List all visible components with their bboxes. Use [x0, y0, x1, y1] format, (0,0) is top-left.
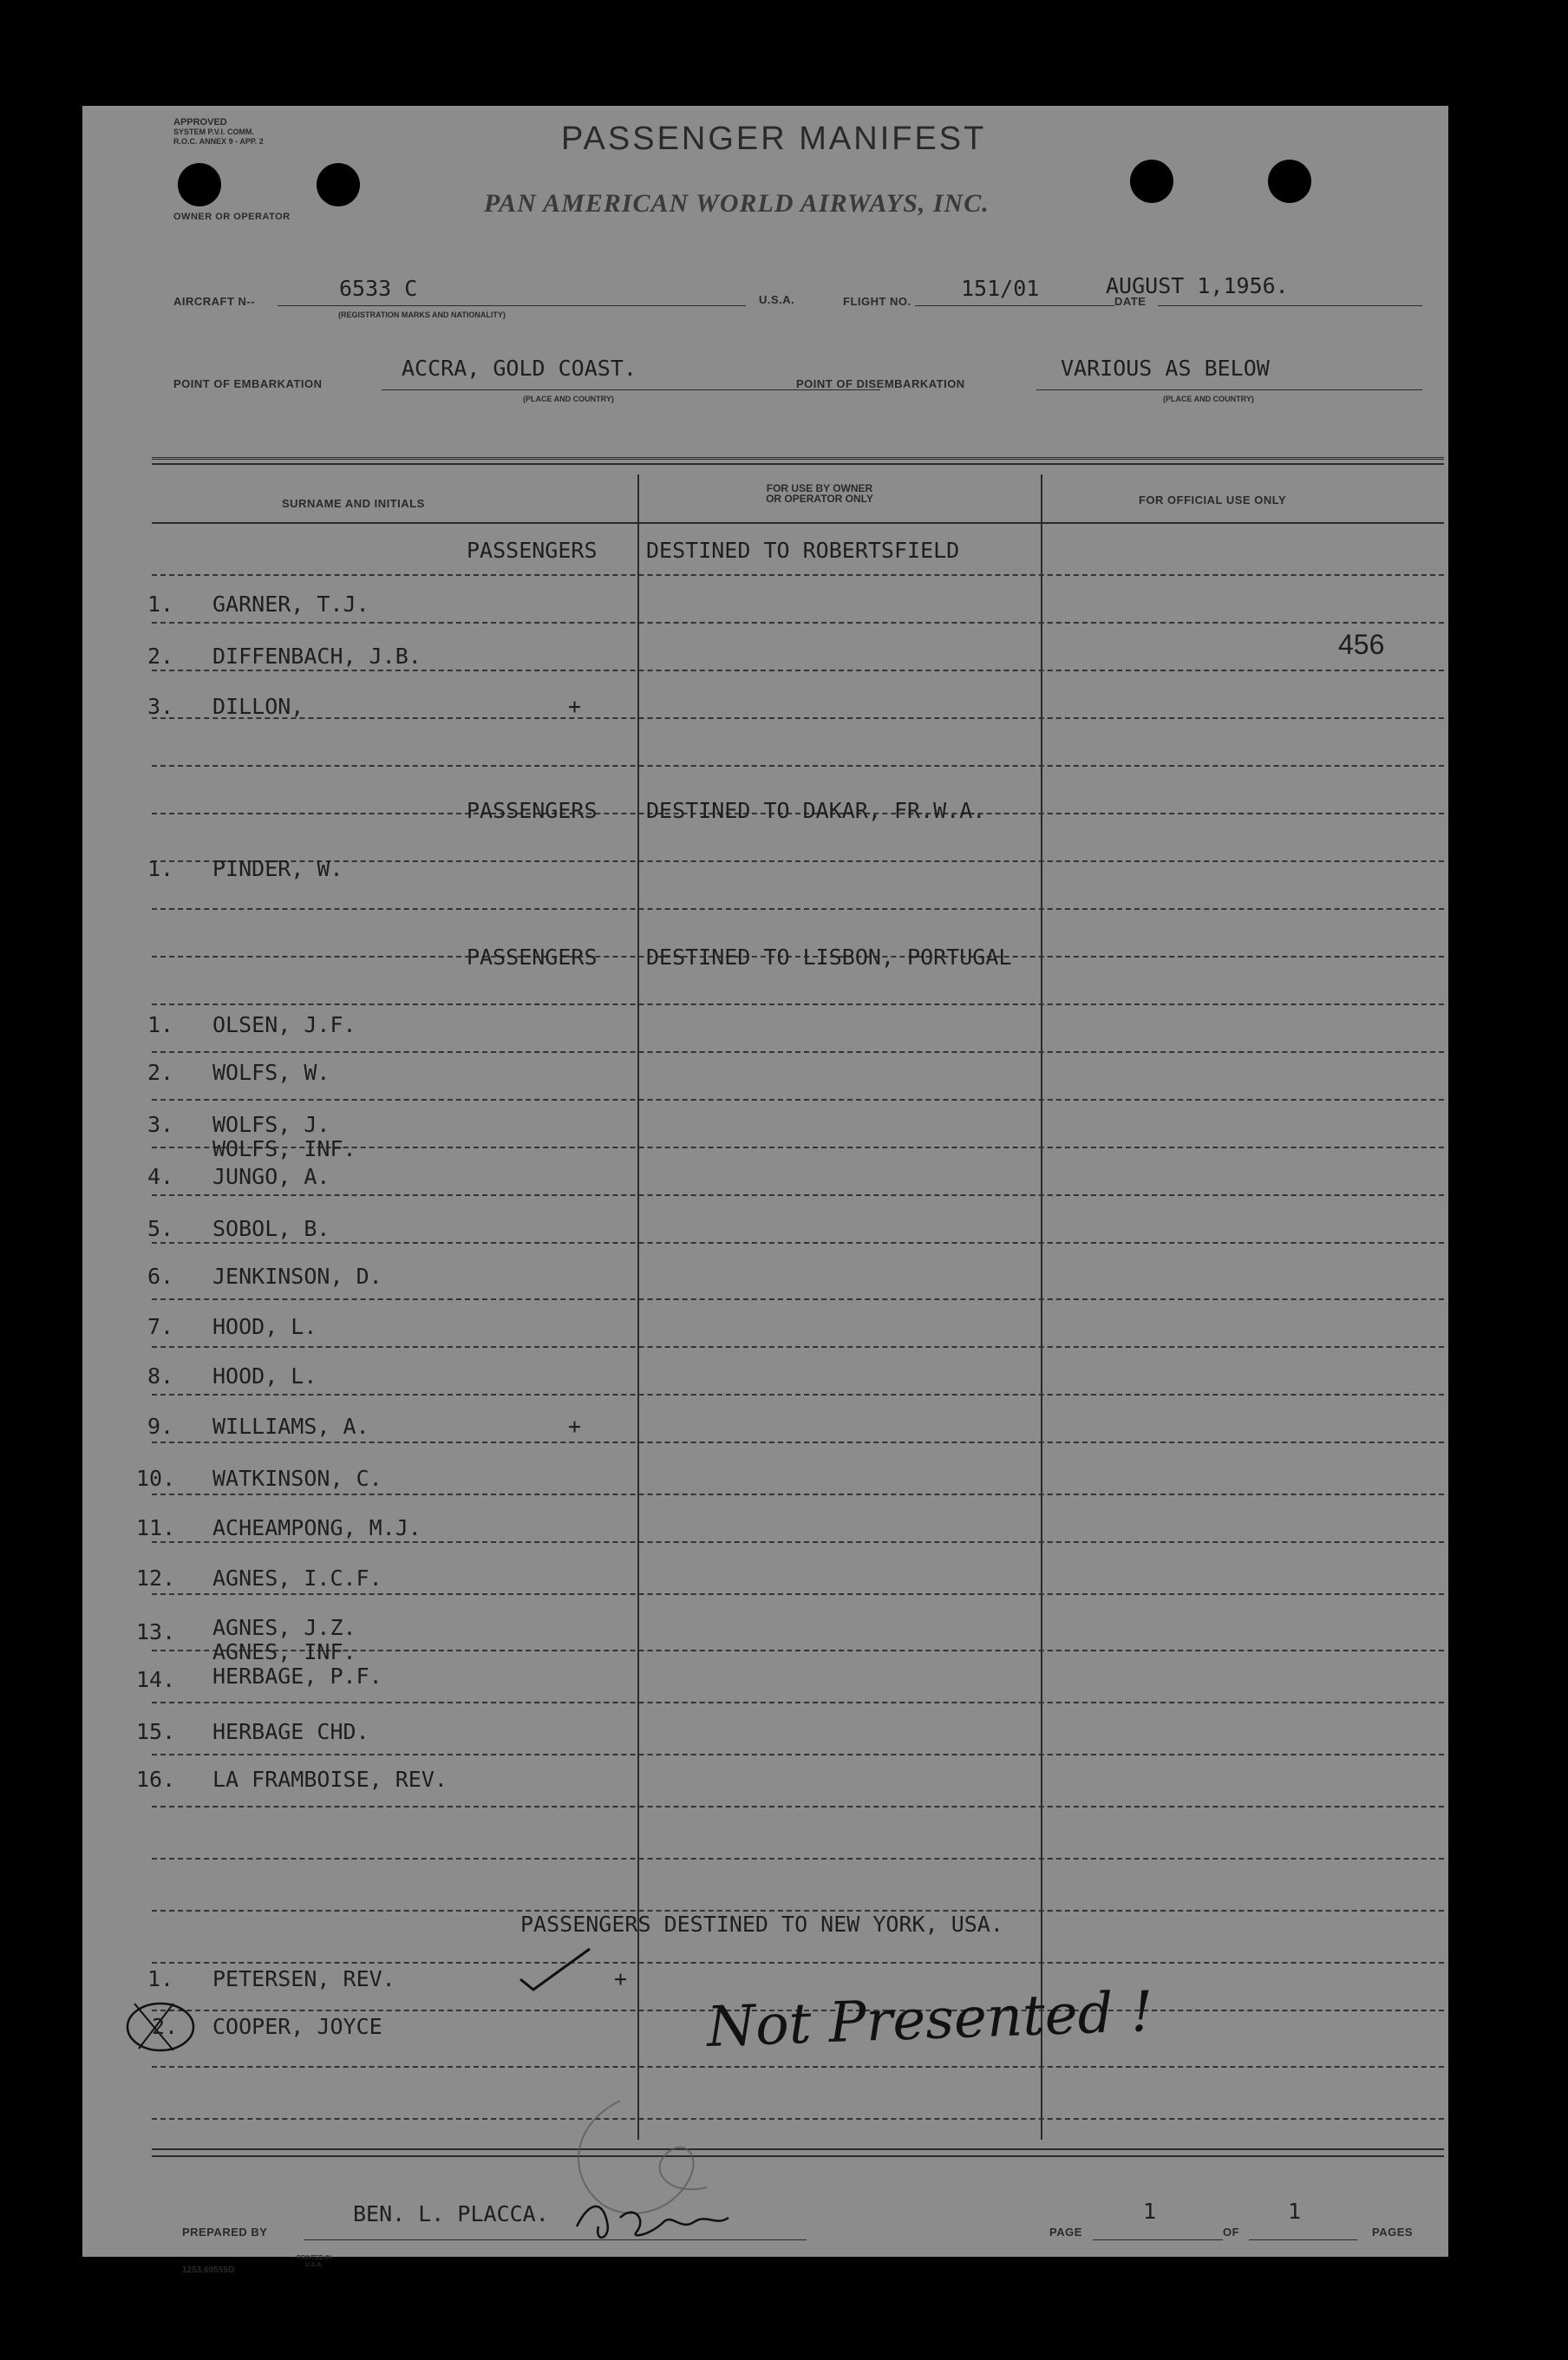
row-number: 15. [136, 1719, 176, 1744]
stamp-line: R.O.C. ANNEX 9 - APP. 2 [173, 137, 264, 146]
row-number: 2. [147, 1060, 174, 1085]
passenger-name: WATKINSON, C. [212, 1466, 382, 1491]
passenger-mark: + [568, 1414, 582, 1439]
row-number: 13. [136, 1619, 176, 1644]
column-divider [637, 474, 639, 2140]
embark-label: POINT OF EMBARKATION [173, 377, 323, 390]
passenger-name: HOOD, L. [212, 1314, 317, 1339]
passenger-name: HOOD, L. [212, 1363, 317, 1389]
group-heading: PASSENGERS DESTINED TO NEW YORK, USA. [520, 1912, 1003, 1937]
passenger-name: DIFFENBACH, J.B. [212, 644, 421, 669]
row-number: 10. [136, 1466, 176, 1491]
passenger-name: DILLON, [212, 694, 304, 719]
passenger-name: AGNES, I.C.F. [212, 1566, 382, 1591]
page-value: 1 [1143, 2199, 1157, 2224]
registration-note: (REGISTRATION MARKS AND NATIONALITY) [338, 311, 506, 319]
punch-hole [1130, 160, 1173, 203]
punch-hole [178, 163, 221, 206]
row-number: 3. [147, 694, 174, 719]
page-label: PAGE [1049, 2226, 1082, 2239]
passenger-name: JENKINSON, D. [212, 1264, 382, 1289]
row-number: 2. [147, 644, 174, 669]
of-label: OF [1223, 2226, 1240, 2239]
group-destination: DESTINED TO ROBERTSFIELD [646, 538, 960, 563]
passenger-name: JUNGO, A. [212, 1164, 330, 1189]
owner-use-line: OR OPERATOR ONLY [766, 493, 873, 505]
passenger-name: WOLFS, W. [212, 1060, 330, 1085]
group-heading: PASSENGERS [467, 538, 598, 563]
date-label: DATE [1114, 295, 1147, 308]
passenger-name: GARNER, T.J. [212, 592, 369, 617]
passenger-name: WOLFS, J. [212, 1112, 330, 1137]
row-number: 14. [136, 1667, 176, 1692]
passenger-name: OLSEN, J.F. [212, 1012, 356, 1037]
row-number: 3. [147, 1112, 174, 1137]
group-heading: PASSENGERS [467, 945, 598, 970]
approval-stamp [173, 118, 264, 147]
prepared-label: PREPARED BY [182, 2226, 268, 2239]
form-number: 1253.60555G [182, 2265, 235, 2275]
disembark-value: VARIOUS AS BELOW [1061, 356, 1270, 381]
column-divider [1041, 474, 1042, 2140]
signature [568, 2183, 759, 2252]
passenger-name: WILLIAMS, A. [212, 1414, 369, 1439]
column-header-surname: SURNAME AND INITIALS [282, 497, 425, 510]
group-destination: DESTINED TO LISBON, PORTUGAL [646, 945, 1012, 970]
passenger-name: HERBAGE CHD. [212, 1719, 369, 1744]
disembark-label: POINT OF DISEMBARKATION [796, 377, 965, 390]
row-number: 4. [147, 1164, 174, 1189]
operator-name: PAN AMERICAN WORLD AIRWAYS, INC. [484, 189, 990, 218]
column-header-official: FOR OFFICIAL USE ONLY [1139, 494, 1287, 507]
row-number: 1. [147, 592, 174, 617]
row-number: 8. [147, 1363, 174, 1389]
aircraft-label: AIRCRAFT N-- [173, 295, 256, 308]
group-destination: DESTINED TO DAKAR, FR.W.A. [646, 798, 986, 823]
passenger-name: PINDER, W. [212, 856, 343, 881]
row-number: 1. [147, 856, 174, 881]
passenger-name: PETERSEN, REV. [212, 1966, 395, 1991]
row-number: 9. [147, 1414, 174, 1439]
row-number: 1. [147, 1012, 174, 1037]
official-number: 456 [1338, 629, 1385, 660]
flight-value: 151/01 [961, 276, 1040, 301]
owner-label: OWNER OR OPERATOR [173, 212, 291, 222]
date-value: AUGUST 1,1956. [1106, 273, 1289, 298]
flight-label: FLIGHT NO. [843, 295, 911, 308]
row-number: 5. [147, 1216, 174, 1241]
aircraft-value: 6533 C [339, 276, 418, 301]
of-value: 1 [1288, 2199, 1302, 2224]
place-note: (PLACE AND COUNTRY) [1163, 395, 1254, 403]
passenger-name: AGNES, INF. [212, 1639, 356, 1664]
stamp-line: SYSTEM P.V.I. COMM. [173, 127, 255, 136]
row-number: 2. [152, 2014, 179, 2039]
owner-use-line: FOR USE BY OWNER [766, 482, 873, 494]
pages-label: PAGES [1372, 2226, 1414, 2239]
row-number: 12. [136, 1566, 176, 1591]
row-number: 6. [147, 1264, 174, 1289]
manifest-sheet [82, 106, 1448, 2275]
row-number: 16. [136, 1767, 176, 1792]
not-presented-note: Not Presented ! [705, 1980, 1154, 2060]
usa-label: U.S.A. [759, 293, 795, 306]
punch-hole [1268, 160, 1311, 203]
passenger-mark: + [614, 1966, 628, 1991]
passenger-name: SOBOL, B. [212, 1216, 330, 1241]
passenger-name: HERBAGE, P.F. [212, 1664, 382, 1689]
checkmark-icon [516, 1945, 594, 1997]
passenger-name: COOPER, JOYCE [212, 2014, 382, 2039]
row-number: 7. [147, 1314, 174, 1339]
passenger-name: LA FRAMBOISE, REV. [212, 1767, 448, 1792]
row-number: 11. [136, 1515, 176, 1540]
punch-hole [317, 163, 360, 206]
column-header-owner [707, 483, 932, 504]
row-number: 1. [147, 1966, 174, 1991]
passenger-name: AGNES, J.Z. [212, 1615, 356, 1640]
group-heading: PASSENGERS [467, 798, 598, 823]
passenger-name: ACHEAMPONG, M.J. [212, 1515, 421, 1540]
passenger-mark: + [568, 694, 582, 719]
embark-value: ACCRA, GOLD COAST. [402, 356, 637, 381]
stamp-approved: APPROVED [173, 117, 227, 127]
passenger-name: WOLFS, INF. [212, 1136, 356, 1161]
page-title: PASSENGER MANIFEST [561, 121, 987, 157]
place-note: (PLACE AND COUNTRY) [523, 395, 614, 403]
printer-mark: PRINTED IN U.S.A. [297, 2255, 331, 2268]
prepared-value: BEN. L. PLACCA. [353, 2201, 549, 2226]
